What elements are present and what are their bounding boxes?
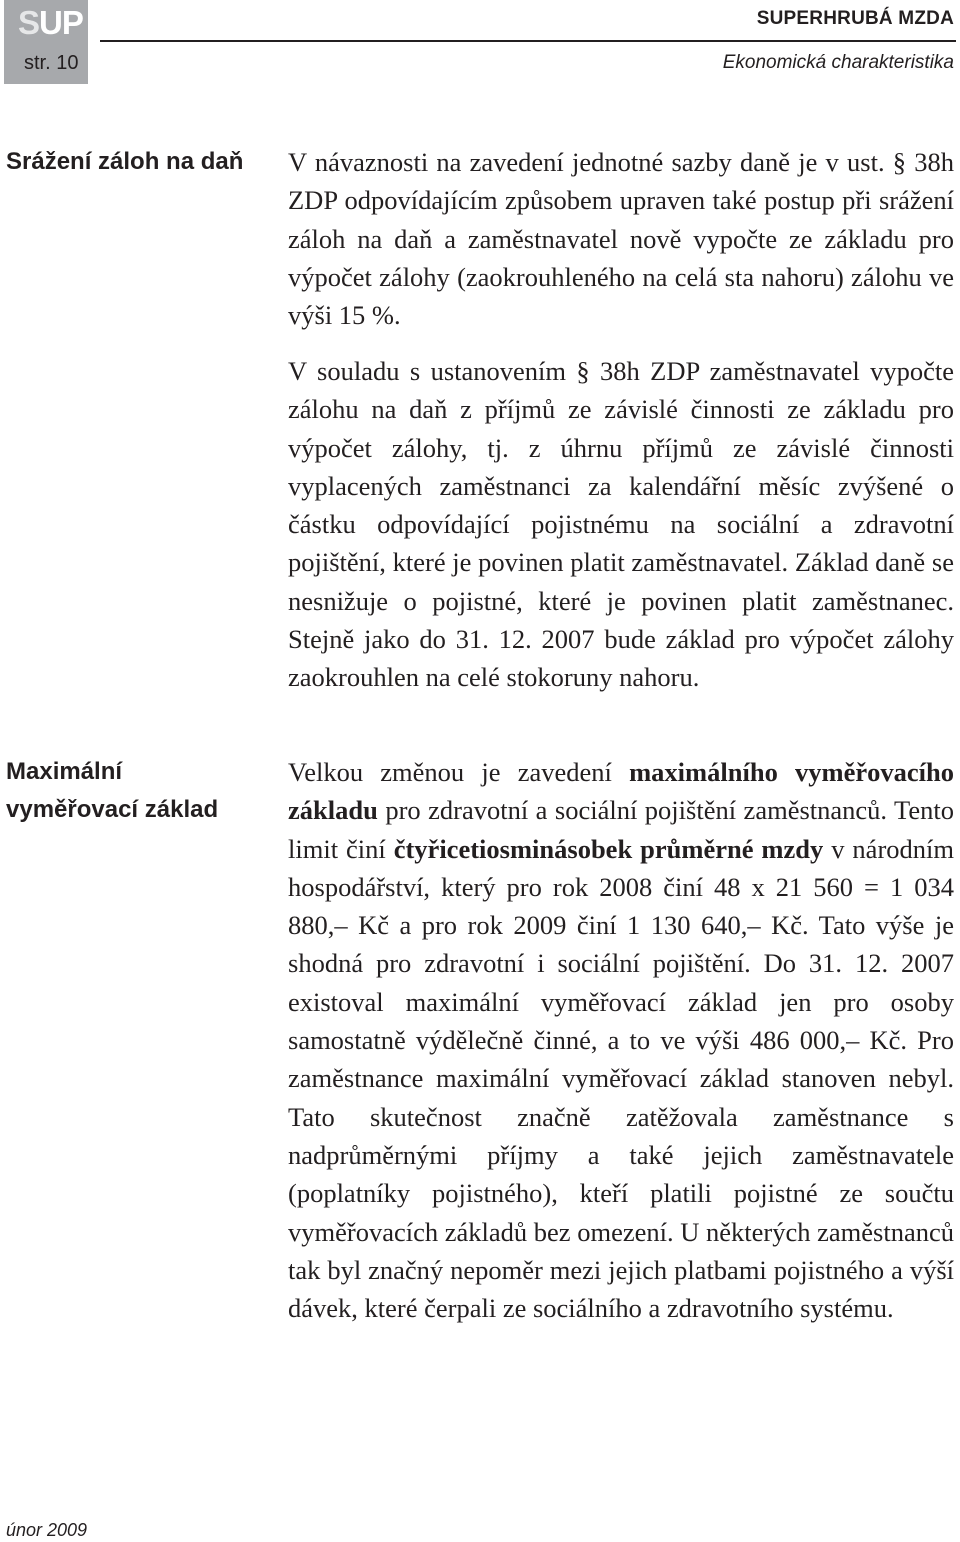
paragraph-zalohy-2: V souladu s ustanovením § 38h ZDP zaměstnavatel vypočte zálohu na daň z příjmů ze závislé činnosti ze základu pro výpočet zálohy, tj. z úhrnu příjmů ze závislé činnosti vyplacených zaměstnanci za kalendářní měsíc zvýšené o částku odpovídající pojistnému na sociální a zdravotní pojištění, které je povinen platit zaměstnavatel. Základ daně se nesnižuje o pojistné, které je povinen platit zaměstnanec. Stejně jako do 31. 12. 2007 bude základ pro výpočet zálohy zaokrouhlen na celé stokoruny nahoru.	[288, 356, 954, 693]
bold-max-vymerovaci-zaklad: maximálního vyměřovacího základu	[288, 757, 954, 826]
sup-logo	[18, 4, 83, 42]
logo-letter-s: S	[18, 4, 40, 41]
section-heading-zalohy: Srážení záloh na daň	[6, 148, 244, 175]
paragraph-zalohy-1: V návaznosti na zavedení jednotné sazby daně je v ust. § 38h ZDP odpovídajícím způsobem upraven také postup při srážení záloh na daň a zaměstnavatel nově vypočte ze základu pro výpočet zálohy (zaokrouhleného na celá sta nahoru) zálohu ve výši 15 %.	[288, 147, 954, 331]
section-heading-max-vymerovaci-zaklad	[6, 753, 276, 829]
footer-date: únor 2009	[6, 1520, 88, 1540]
paragraph-max-vymerovaci-zaklad	[288, 753, 954, 1327]
logo-letters-up: UP	[39, 4, 83, 41]
page-number: str. 10	[24, 52, 79, 74]
heading-line-2: vyměřovací základ	[6, 796, 219, 823]
paragraph-mid: pro zdravotní a sociální pojištění zaměstnanců. Tento limit činí	[288, 795, 954, 864]
paragraph-intro: Velkou změnou je zavedení	[288, 757, 630, 787]
header-title: SUPERHRUBÁ MZDA	[756, 8, 954, 29]
header-subtitle: Ekonomická charakteristika	[722, 52, 954, 73]
heading-line-1: Maximální	[6, 758, 123, 785]
header-rule	[100, 40, 956, 42]
header-logo-box	[4, 0, 88, 84]
bold-prumerna-mzda: čtyřicetiosminásobek průměrné mzdy	[393, 833, 824, 864]
paragraph-rest: v národním hospodářství, který pro rok 2008 činí 48 x 21 560 = 1 034 880,– Kč a pro rok 2009 činí 1 130 640,– Kč. Tato výše je shodná pro zdravotní i sociální pojištění. Do 31. 12. 2007 existoval maximální vyměřovací základ jen pro osoby samostatně výdělečně činné, a to ve výši 486 000,– Kč. Pro zaměstnance maximální vyměřovací základ stanoven nebyl. Tato skutečnost značně zatěžovala zaměstnance s nadprůměrnými příjmy a také jejich zaměstnavatele (poplatníky pojistného), kteří platili pojistné ze součtu vyměřovacích základů bez omezení. U některých zaměstnanců tak byl značný nepoměr mezi jejich platbami pojistného a výší dávek, které čerpali ze sociálního a zdravotního systému.	[288, 833, 954, 1324]
